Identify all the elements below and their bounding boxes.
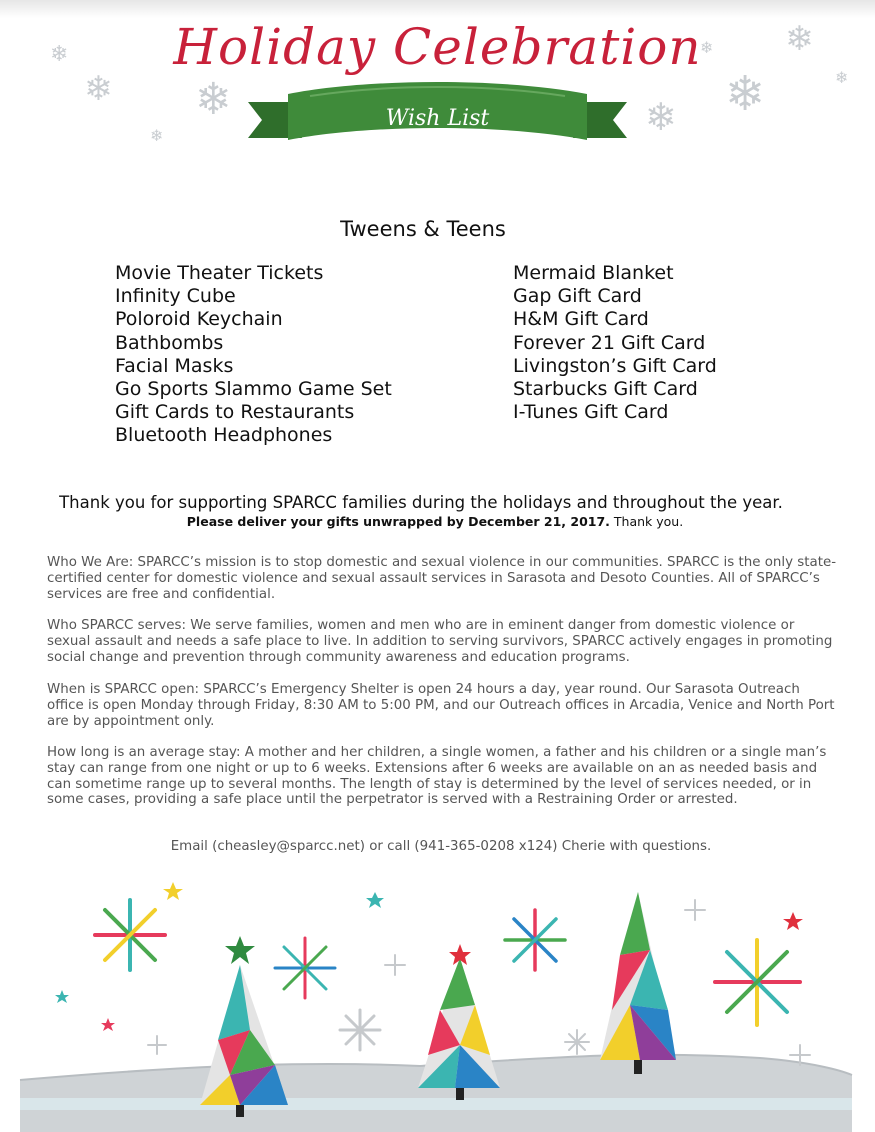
- list-item: H&M Gift Card: [513, 308, 649, 331]
- hours-paragraph: When is SPARCC open: SPARCC’s Emergency Shelter is open 24 hours a day, year round. Our Sarasota Outreach office is open Monday through Friday, 8:30 AM to 5:00 PM, and our Outreach offices in Arcadia, Venice and North Port are by appointment only.: [47, 682, 835, 729]
- list-item: Infinity Cube: [115, 285, 236, 308]
- snowflake-icon: [275, 938, 335, 998]
- section-title: Tweens & Teens: [340, 217, 506, 241]
- who-we-are-paragraph: Who We Are: SPARCC’s mission is to stop domestic and sexual violence in our communities. SPARCC is the only state-certified center for domestic violence and sexual assault services in Sarasota and Desoto Counties. All of SPARCC’s services are free and confidential.: [47, 555, 837, 602]
- wish-list-left: [115, 262, 392, 448]
- snowflake-icon: [340, 1010, 380, 1050]
- contact-line: Email (cheasley@sparcc.net) or call (941-365-0208 x124) Cherie with questions.: [170, 839, 712, 854]
- snowflake-icon: [148, 1036, 166, 1054]
- list-item: Facial Masks: [115, 354, 234, 377]
- snowflake-icon: [565, 1030, 589, 1054]
- snowflake-icon: ❄: [195, 74, 232, 125]
- list-item: Bathbombs: [115, 331, 224, 354]
- list-item: Gap Gift Card: [513, 285, 642, 308]
- snowflake-icon: ❄: [84, 69, 113, 109]
- list-item: Go Sports Slammo Game Set: [115, 378, 392, 401]
- delivery-deadline: Please deliver your gifts unwrapped by December 21, 2017.: [186, 514, 610, 529]
- snowflake-icon: ❄: [835, 68, 849, 87]
- list-item: I-Tunes Gift Card: [513, 401, 669, 424]
- holiday-footer-illustration: [0, 870, 875, 1132]
- star-icon: [783, 912, 803, 930]
- snowflake-icon: ❄: [150, 126, 164, 145]
- star-icon: [101, 1018, 115, 1031]
- snowflake-icon: [385, 955, 405, 975]
- wish-list-right: [513, 262, 717, 424]
- delivery-note: [0, 514, 870, 529]
- snowflake-icon: ❄: [725, 66, 766, 122]
- star-icon: [163, 882, 183, 900]
- top-shadow: [0, 0, 875, 18]
- list-item: Bluetooth Headphones: [115, 424, 333, 447]
- list-item: Gift Cards to Restaurants: [115, 401, 355, 424]
- christmas-tree-icon: [200, 965, 288, 1117]
- header: [0, 0, 875, 175]
- list-item: Forever 21 Gift Card: [513, 331, 706, 354]
- snowflake-icon: [505, 910, 565, 970]
- list-item: Starbucks Gift Card: [513, 378, 698, 401]
- snowflake-icon: [685, 900, 705, 920]
- snowflake-icon: ❄: [645, 95, 677, 139]
- who-we-serve-paragraph: Who SPARCC serves: We serve families, women and men who are in eminent danger from domestic violence or sexual assault and needs a safe place to live. In addition to serving survivors, SPARCC actively engages in promoting social change and prevention through community awareness and education programs.: [47, 618, 833, 665]
- snowflake-icon: ❄: [785, 19, 814, 59]
- star-icon: [366, 892, 384, 908]
- page-title: Holiday Celebration: [173, 18, 702, 76]
- average-stay-paragraph: How long is an average stay: A mother and her children, a single women, a father and his children or a single man’s stay can range from one night or up to 6 weeks. Extensions after 6 weeks are available on an as needed basis and can sometime range up to several months. The length of stay is determined by the level of services needed, or in some cases, providing a safe place until the perpetrator is served with a Restraining Order or arrested.: [47, 745, 827, 808]
- snowflake-icon: [95, 900, 165, 970]
- snowflake-icon: ❄: [50, 42, 69, 67]
- list-item: Mermaid Blanket: [513, 262, 674, 284]
- snowflake-icon: [715, 940, 800, 1025]
- star-icon: [225, 936, 255, 964]
- christmas-tree-icon: [600, 892, 676, 1074]
- star-icon: [55, 990, 69, 1003]
- snowflake-icon: ❄: [700, 38, 714, 57]
- delivery-thanks: Thank you.: [609, 514, 684, 529]
- banner-text: Wish List: [385, 106, 490, 131]
- christmas-tree-icon: [418, 958, 500, 1100]
- list-item: Movie Theater Tickets: [115, 262, 324, 284]
- list-item: Poloroid Keychain: [115, 308, 283, 331]
- thank-you-line: Thank you for supporting SPARCC families during the holidays and throughout the year.: [59, 493, 783, 512]
- list-item: Livingston’s Gift Card: [513, 354, 717, 377]
